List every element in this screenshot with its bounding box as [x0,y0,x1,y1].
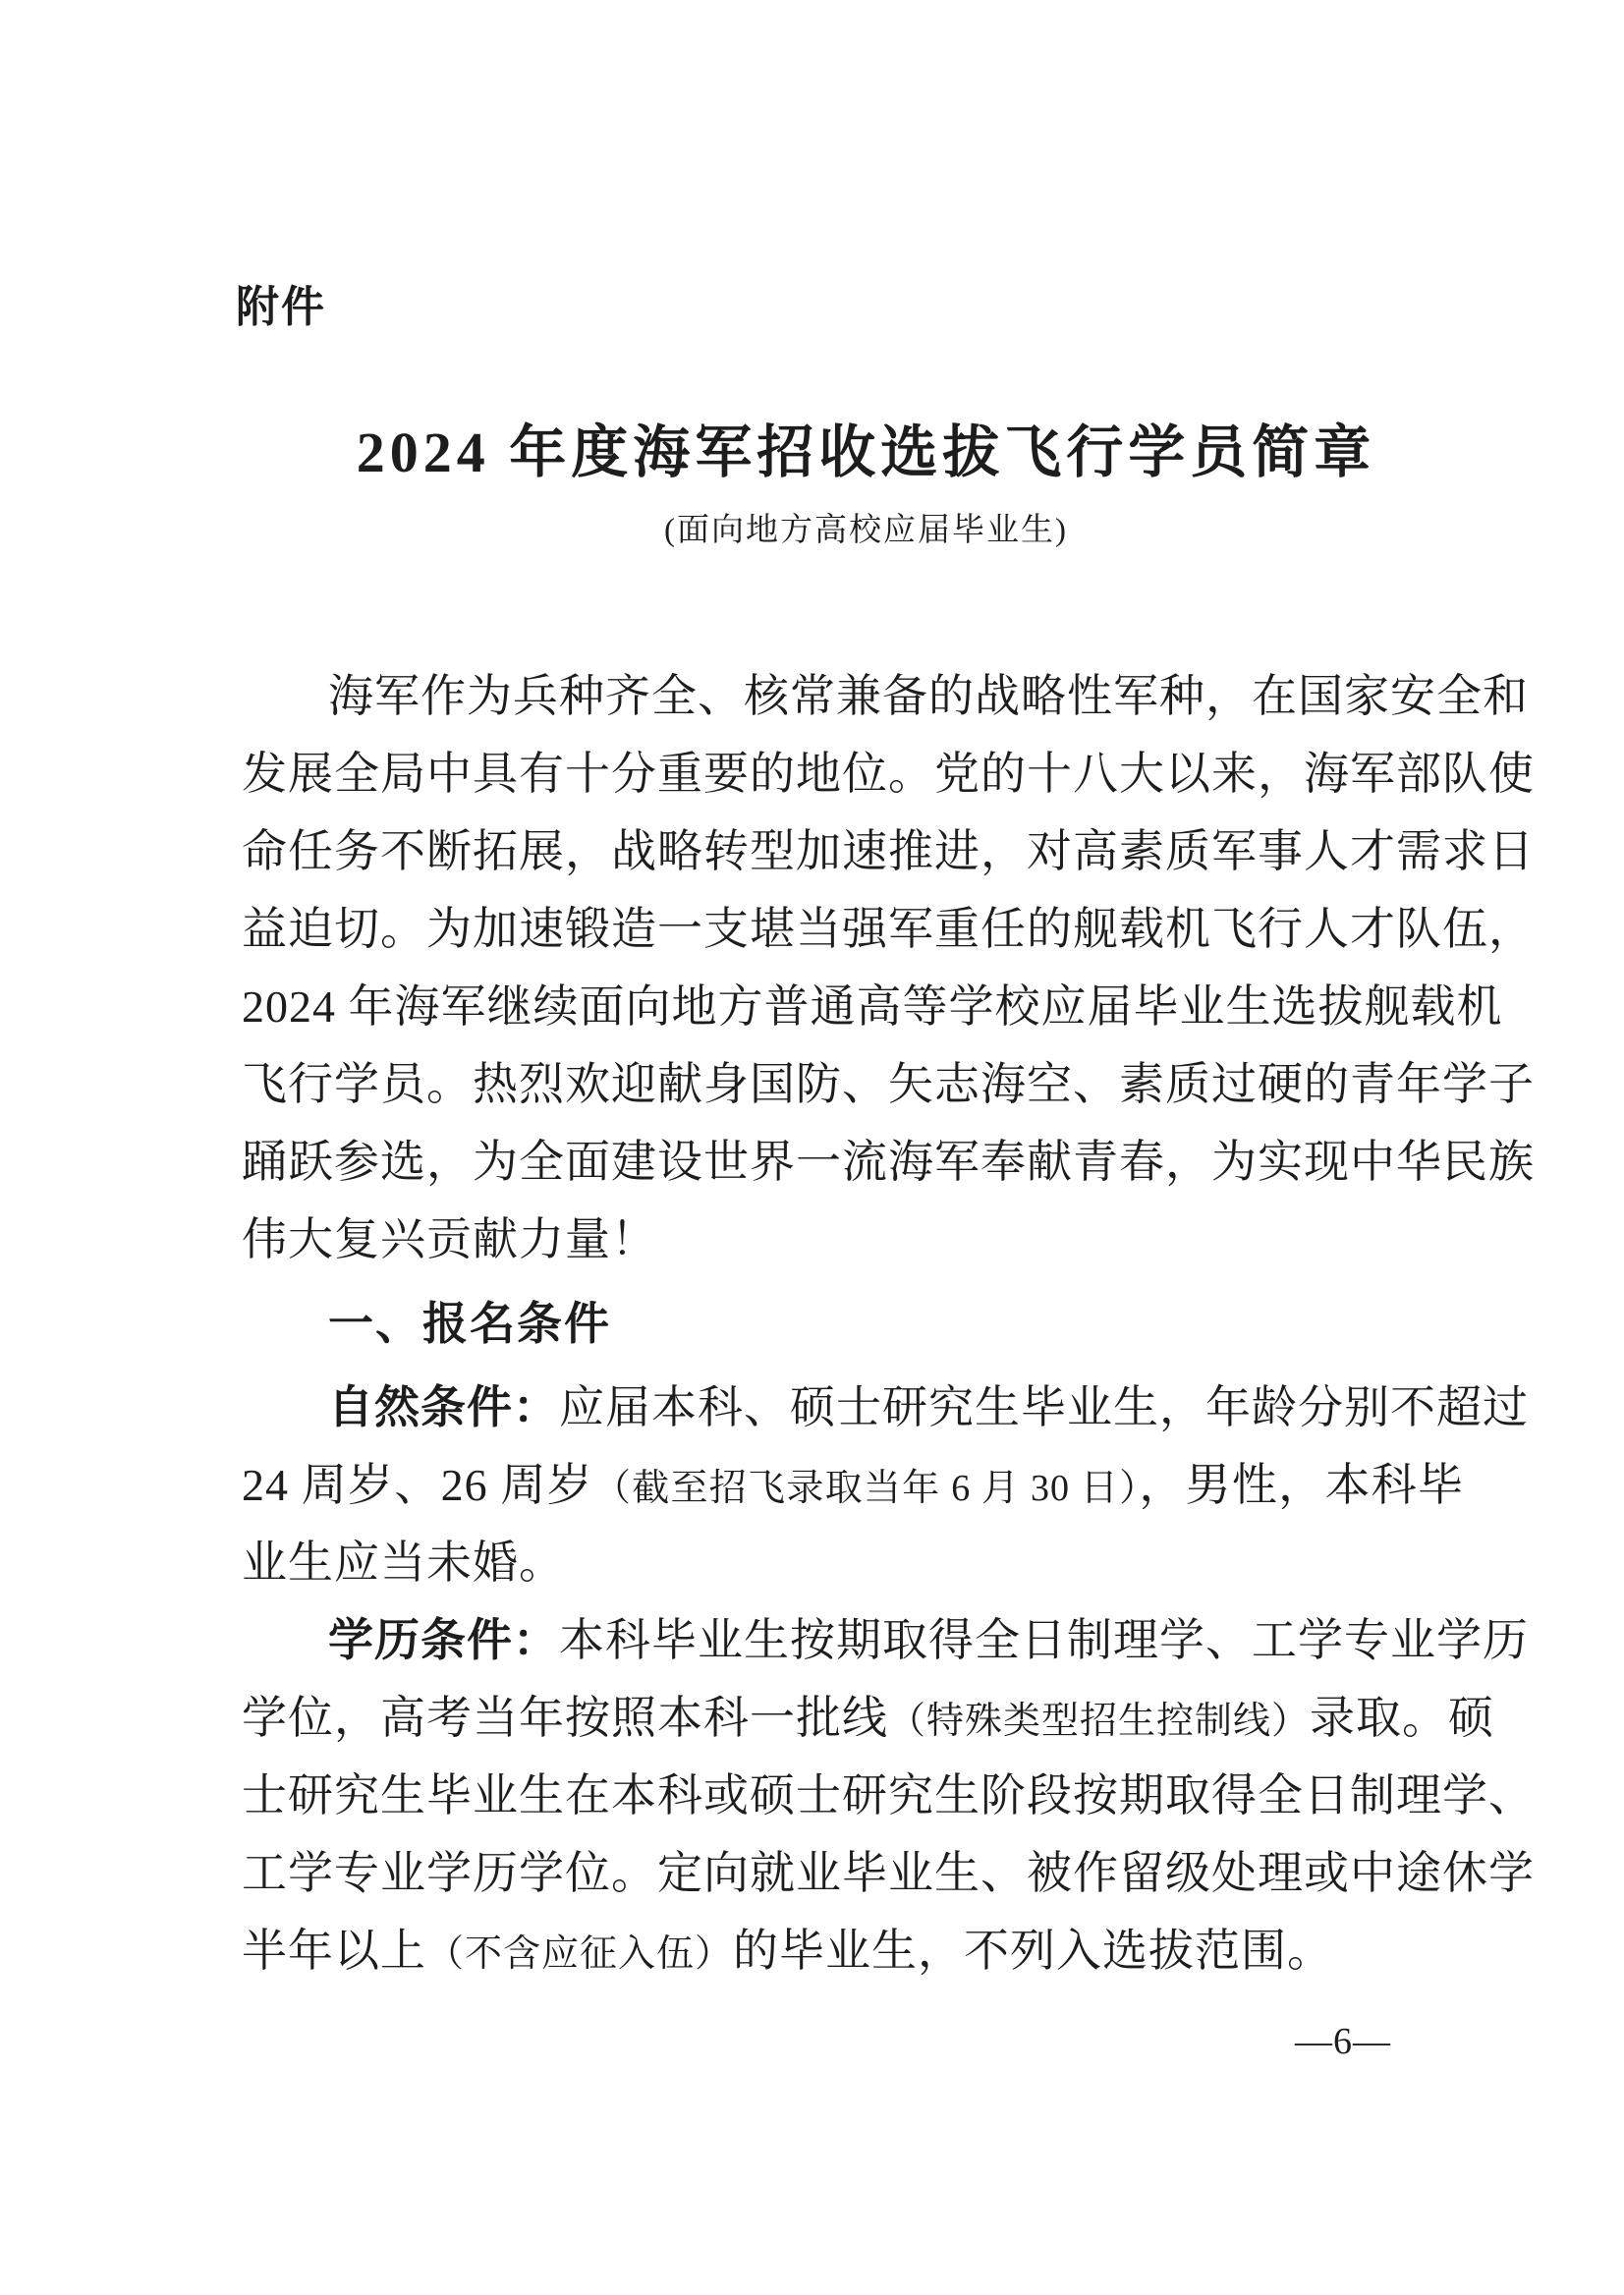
paragraph-text: ，男性，本科毕 [1139,1460,1465,1510]
paragraph-note: （截至招飞录取当年 6 月 30 日） [592,1468,1140,1509]
paragraph-line: 命任务不断拓展，战略转型加速推进，对高素质军事人才需求日 [242,826,1535,876]
paragraph-line [242,1679,1495,1757]
condition-label: 自然条件： [328,1381,559,1432]
paragraph-line [242,1369,1529,1446]
paragraph-line: 2024 年海军继续面向地方普通高等学校应届毕业生选拔舰载机 [242,981,1503,1032]
paragraph-line [242,1912,1464,1989]
paragraph-line: 士研究生毕业生在本科或硕士研究生阶段按期取得全日制理学、 [242,1770,1535,1820]
paragraph-text: 24 周岁、26 周岁 [242,1460,593,1510]
attachment-label: 附件 [236,283,326,331]
paragraph-line: 业生应当未婚。 [242,1538,565,1588]
paragraph-text: 学位，高考当年按照本科一批线 [242,1693,888,1743]
paragraph-note: （不含应征入伍） [426,1933,734,1975]
section-heading: 一、报名条件 [328,1298,611,1349]
paragraph-text: 的毕业生，不列入选拔范围。 [733,1926,1334,1976]
paragraph-line [242,1601,1529,1679]
document-body [242,657,1535,1989]
paragraph-text: 录取。硕 [1310,1693,1495,1743]
page-subtitle: (面向地方高校应届毕业生) [664,513,1068,548]
paragraph-text: 本科毕业生按期取得全日制理学、工学专业学历 [559,1615,1529,1665]
paragraph-line: 伟大复兴贡献力量！ [242,1214,657,1264]
title-block [0,420,1624,548]
paragraph-line: 海军作为兵种齐全、核常兼备的战略性军种，在国家安全和 [328,671,1529,721]
paragraph-line: 发展全局中具有十分重要的地位。党的十八大以来，海军部队使 [242,749,1535,799]
condition-label: 学历条件： [328,1614,559,1665]
paragraph-line: 益迫切。为加速锻造一支堪当强军重任的舰载机飞行人才队伍， [242,904,1535,954]
paragraph-note: （特殊类型招生控制线） [888,1701,1311,1742]
page-number: —6— [1295,2021,1391,2062]
paragraph-line [242,1446,1464,1524]
page-title: 2024 年度海军招收选拔飞行学员简章 [356,420,1376,484]
paragraph-line: 工学专业学历学位。定向就业毕业生、被作留级处理或中途休学 [242,1848,1535,1898]
paragraph-text: 应届本科、硕士研究生毕业生，年龄分别不超过 [559,1382,1529,1432]
paragraph-text: 半年以上 [242,1926,426,1976]
paragraph-line: 飞行学员。热烈欢迎献身国防、矢志海空、素质过硬的青年学子 [242,1059,1535,1109]
paragraph-line: 踊跃参选，为全面建设世界一流海军奉献青春，为实现中华民族 [242,1137,1535,1187]
